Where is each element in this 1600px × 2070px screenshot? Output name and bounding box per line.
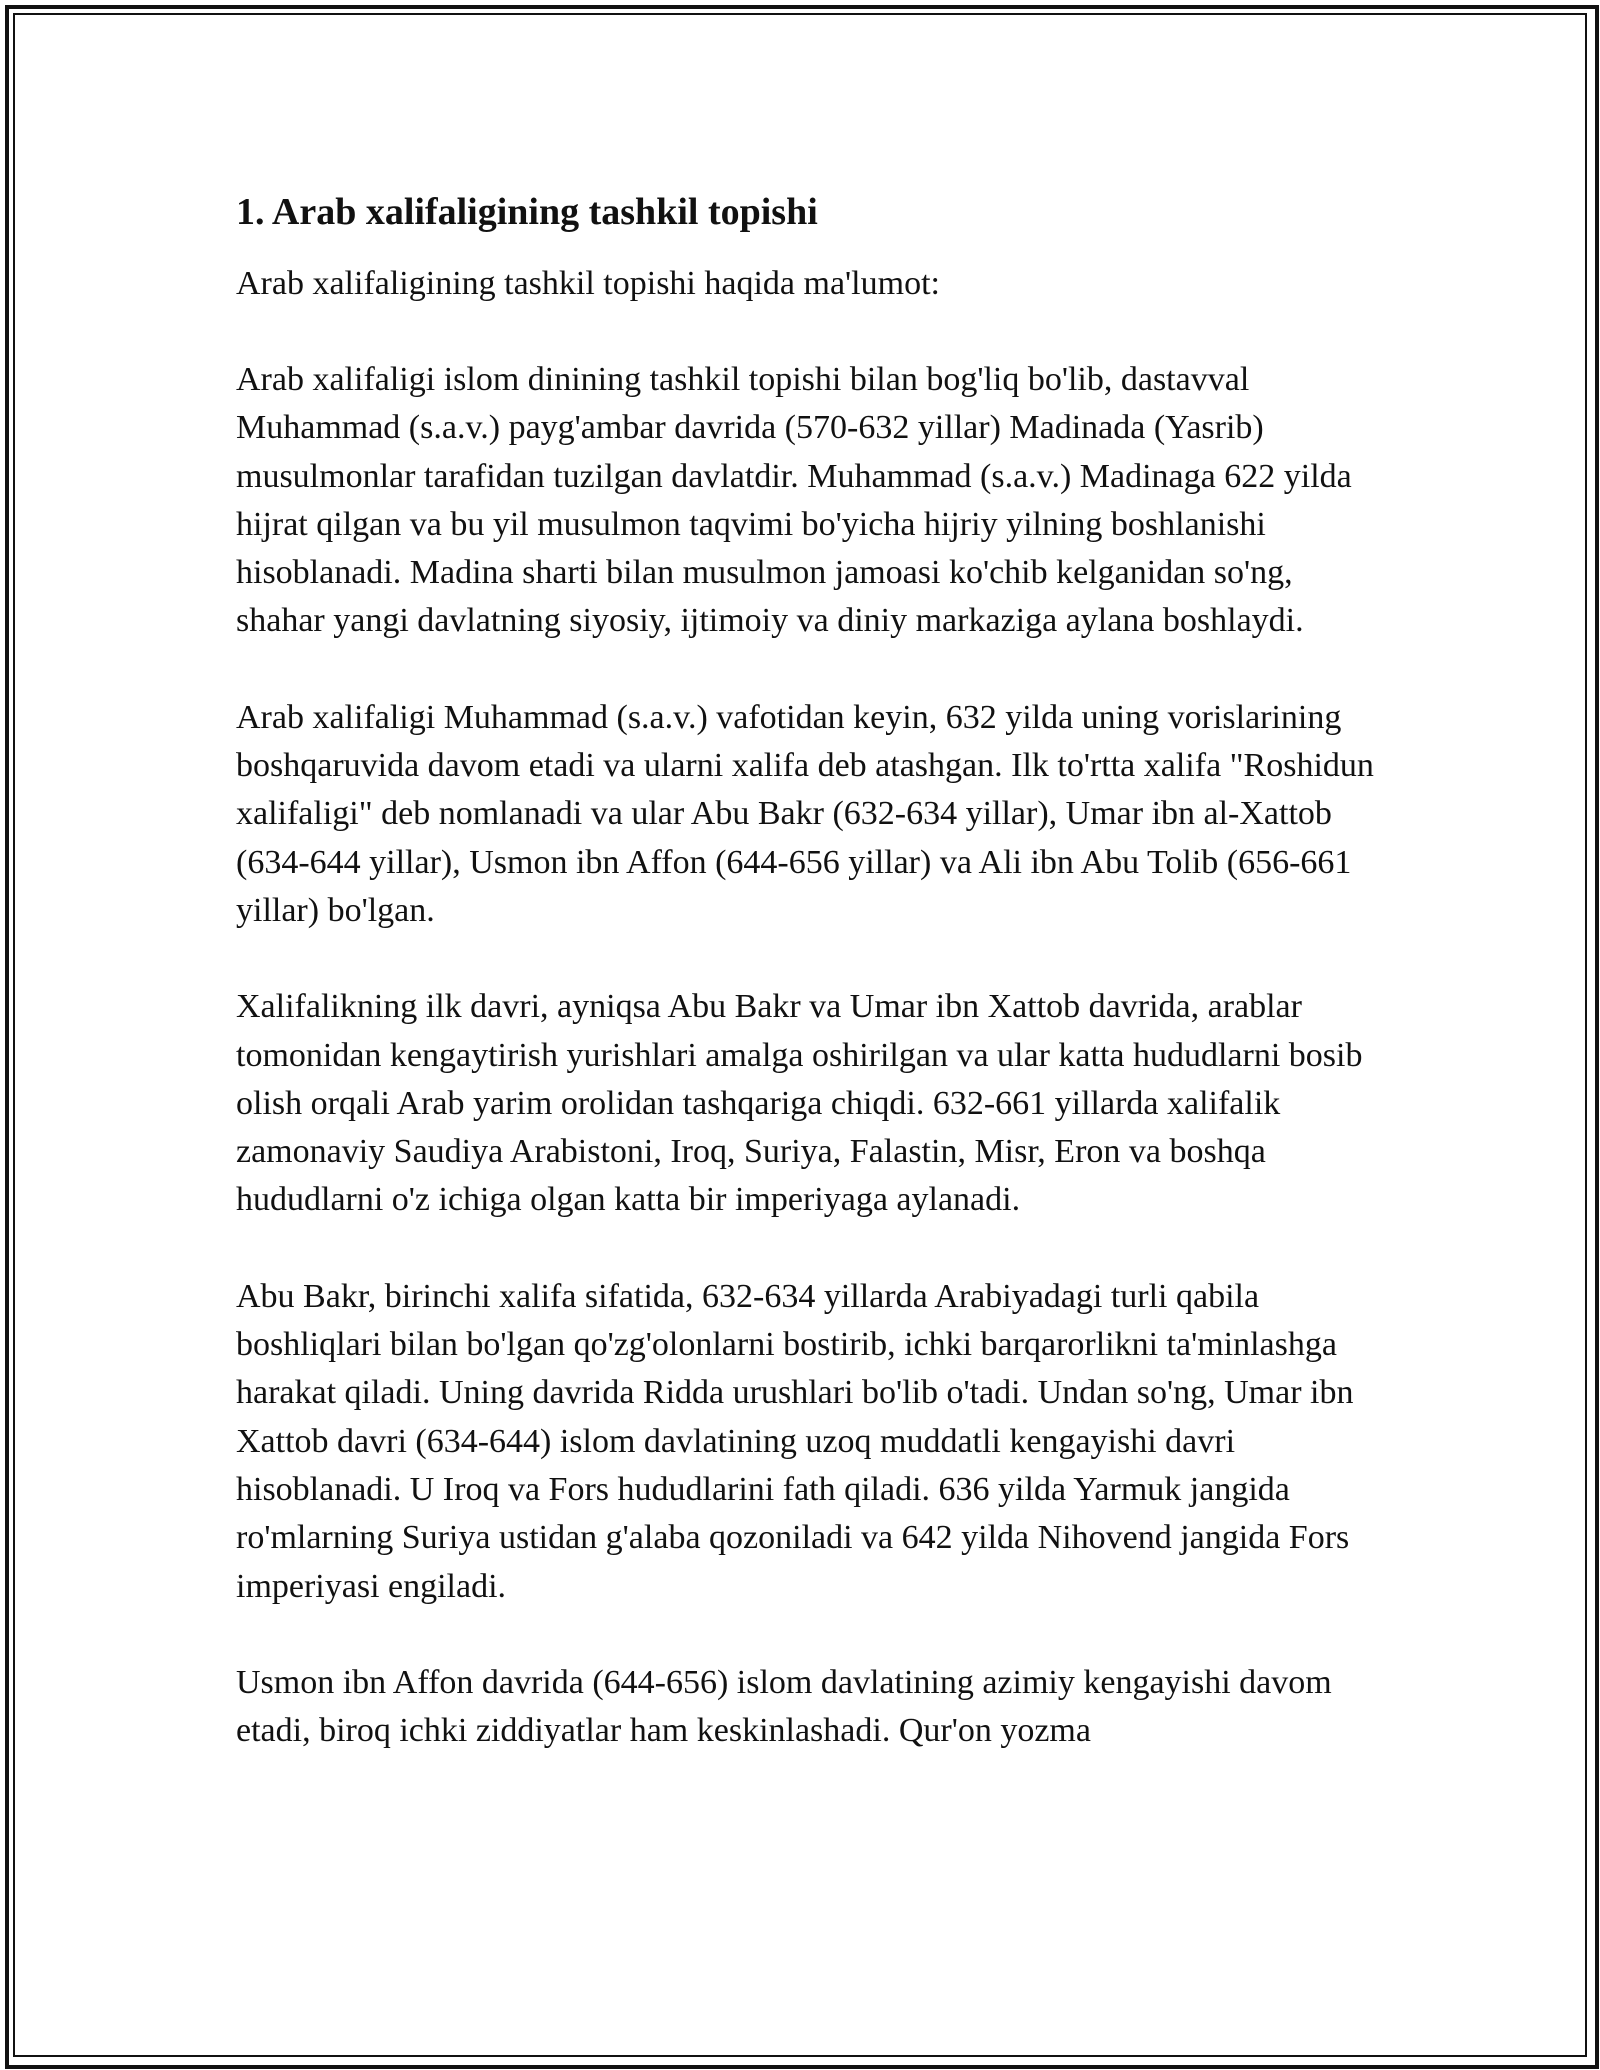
paragraph-3: Xalifalikning ilk davri, ayniqsa Abu Bakr va Umar ibn Xattob davrida, arablar tomonidan kengaytirish yurishlari amalga oshirilgan va ular katta hududlarni bosib olish orqali Arab yarim orolidan tashqariga chiqdi. 632-661 yillarda xalifalik zamonaviy Saudiya Arabistoni, Iroq, Suriya, Falastin, Misr, Eron va boshqa hududlarni o'z ichiga olgan katta bir imperiyaga aylanadi. (236, 988, 1363, 1219)
paragraph-4: Abu Bakr, birinchi xalifa sifatida, 632-634 yillarda Arabiyadagi turli qabila boshliqlari bilan bo'lgan qo'zg'olonlarni bostirib, ichki barqarorlikni ta'minlashga harakat qiladi. Uning davrida Ridda urushlari bo'lib o'tadi. Undan so'ng, Umar ibn Xattob davri (634-644) islom davlatining uzoq muddatli kengayishi davri hisoblanadi. U Iroq va Fors hududlarini fath qiladi. 636 yilda Yarmuk jangida ro'mlarning Suriya ustidan g'alaba qozoniladi va 642 yilda Nihovend jangida Fors imperiyasi engiladi. (236, 1277, 1354, 1605)
paragraph-1: Arab xalifaligi islom dinining tashkil topishi bilan bog'liq bo'lib, dastavval Muhammad (s.a.v.) payg'ambar davrida (570-632 yillar) Madinada (Yasrib) musulmonlar tarafidan tuzilgan davlatdir. Muhammad (s.a.v.) Madinaga 622 yilda hijrat qilgan va bu yil musulmon taqvimi bo'yicha hijriy yilning boshlanishi hisoblanadi. Madina sharti bilan musulmon jamoasi ko'chib kelganidan so'ng, shahar yangi davlatning siyosiy, ijtimoiy va diniy markaziga aylana boshlaydi. (236, 361, 1352, 640)
section-heading: 1. Arab xalifaligining tashkil topishi (236, 191, 818, 233)
document-body (236, 186, 1386, 1803)
paragraph-5: Usmon ibn Affon davrida (644-656) islom davlatining azimiy kengayishi davom etadi, biroq ichki ziddiyatlar ham keskinlashadi. Qur'on yozma (236, 1663, 1332, 1750)
paragraph-2: Arab xalifaligi Muhammad (s.a.v.) vafotidan keyin, 632 yilda uning vorislarining boshqaruvida davom etadi va ularni xalifa deb atashgan. Ilk to'rtta xalifa "Roshidun xalifaligi" deb nomlanadi va ular Abu Bakr (632-634 yillar), Umar ibn al-Xattob (634-644 yillar), Usmon ibn Affon (644-656 yillar) va Ali ibn Abu Tolib (656-661 yillar) bo'lgan. (236, 698, 1374, 929)
intro-line: Arab xalifaligining tashkil topishi haqida ma'lumot: (236, 265, 940, 302)
